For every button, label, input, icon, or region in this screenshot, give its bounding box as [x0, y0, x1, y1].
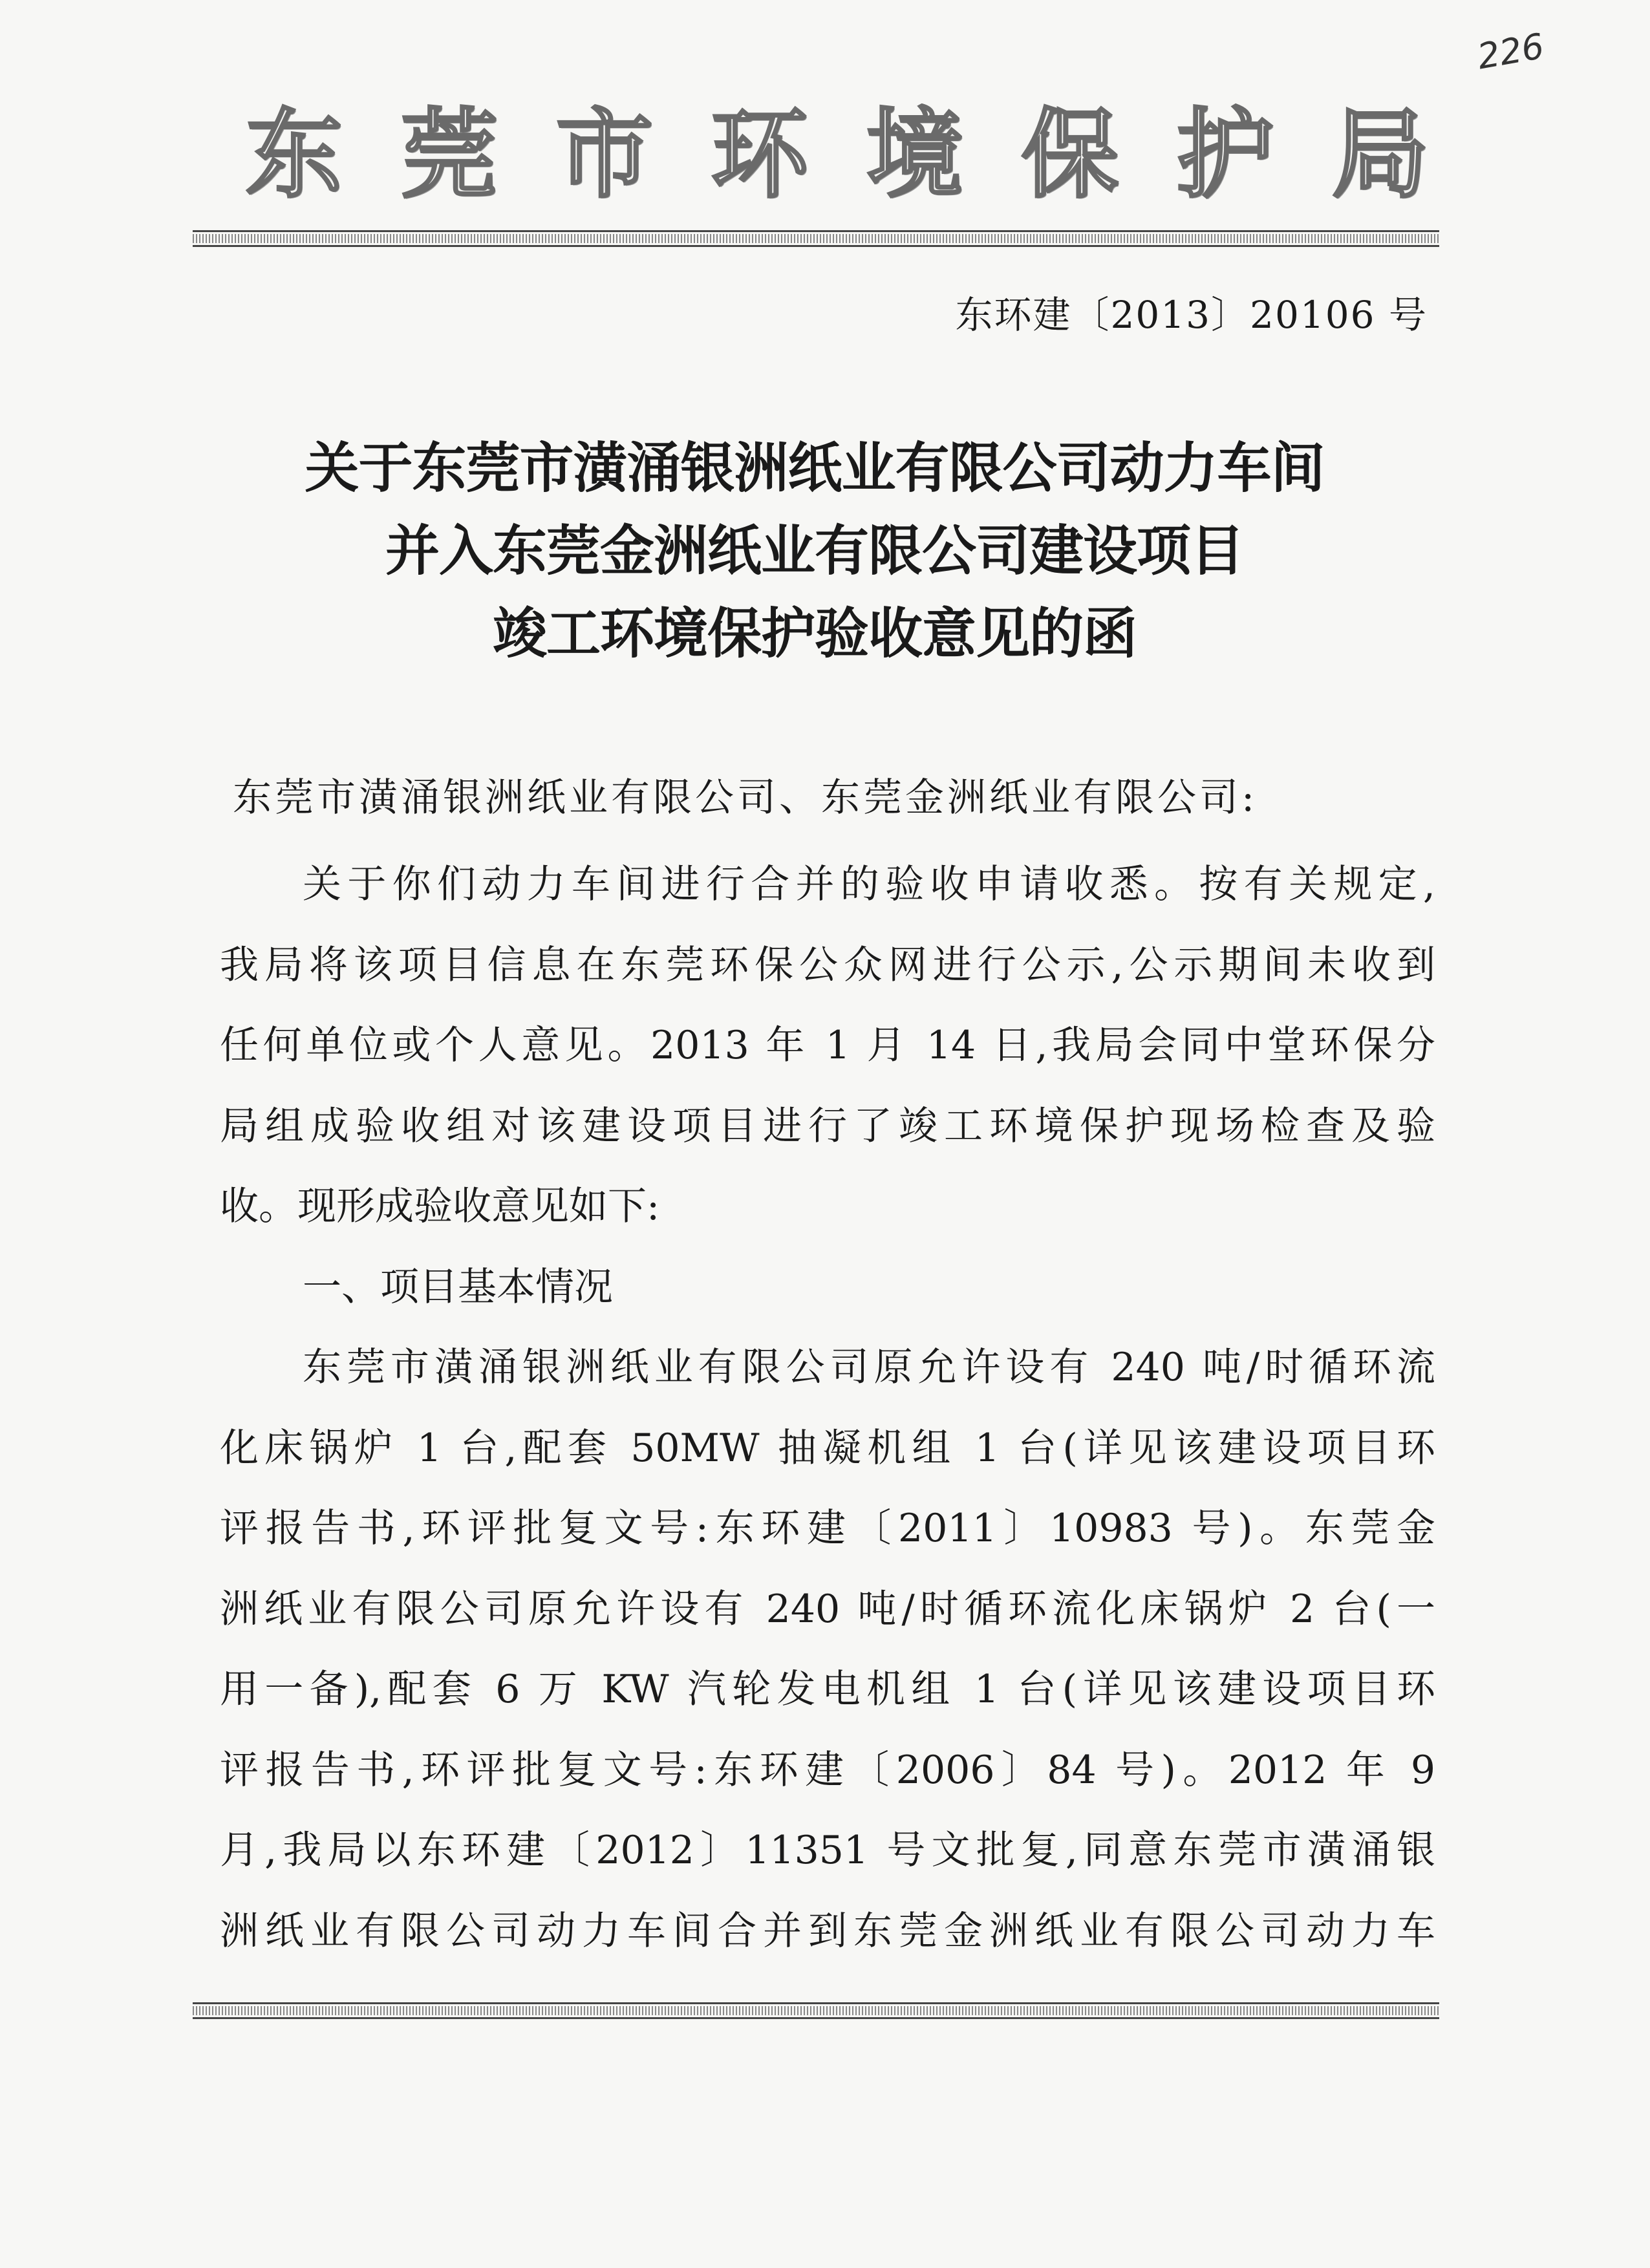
body-line: 关于你们动力车间进行合并的验收申请收悉。按有关规定, [303, 862, 1435, 907]
letterhead-char: 局 [1331, 99, 1429, 211]
body-text [220, 844, 1435, 1971]
body-line: 东莞市潢涌银洲纸业有限公司原允许设有 240 吨/时循环流 [303, 1345, 1435, 1390]
letterhead-char: 护 [1176, 99, 1274, 211]
body-line: 我局将该项目信息在东莞环保公众网进行公示,公示期间未收到 [220, 942, 1435, 988]
body-line: 任何单位或个人意见。2013 年 1 月 14 日,我局会同中堂环保分 [220, 1023, 1435, 1068]
body-line: 用一备),配套 6 万 KW 汽轮发电机组 1 台(详见该建设项目环 [220, 1667, 1435, 1712]
body-line: 月,我局以东环建〔2012〕11351 号文批复,同意东莞市潢涌银 [220, 1828, 1435, 1873]
handwritten-page-number: 226 [1474, 25, 1547, 78]
footer-divider [193, 2002, 1439, 2019]
addressee: 东莞市潢涌银洲纸业有限公司、东莞金洲纸业有限公司: [233, 775, 1258, 820]
title-line: 关于东莞市潢涌银洲纸业有限公司动力车间 [305, 436, 1325, 500]
letterhead-char: 市 [555, 99, 653, 211]
letterhead-char: 保 [1021, 99, 1119, 211]
body-line: 评报告书,环评批复文号:东环建〔2011〕10983 号)。东莞金 [220, 1506, 1435, 1551]
document-number: 东环建〔2013〕20106 号 [955, 293, 1428, 337]
body-line: 收。现形成验收意见如下: [220, 1184, 660, 1229]
letterhead-char: 东 [246, 99, 343, 211]
letterhead-char: 环 [711, 99, 808, 211]
body-line: 洲纸业有限公司动力车间合并到东莞金洲纸业有限公司动力车 [220, 1908, 1435, 1954]
title-line: 并入东莞金洲纸业有限公司建设项目 [385, 519, 1244, 583]
body-line: 评报告书,环评批复文号:东环建〔2006〕84 号)。2012 年 9 [220, 1747, 1435, 1793]
document-title [194, 427, 1435, 675]
title-line: 竣工环境保护验收意见的函 [492, 602, 1137, 665]
letterhead-char: 境 [866, 99, 963, 211]
letterhead [246, 99, 1429, 211]
body-line: 局组成验收组对该建设项目进行了竣工环境保护现场检查及验 [220, 1103, 1435, 1149]
body-line: 化床锅炉 1 台,配套 50MW 抽凝机组 1 台(详见该建设项目环 [220, 1425, 1435, 1471]
letterhead-char: 莞 [400, 99, 498, 211]
letterhead-divider [193, 230, 1439, 247]
section-heading: 一、项目基本情况 [303, 1264, 613, 1310]
body-line: 洲纸业有限公司原允许设有 240 吨/时循环流化床锅炉 2 台(一 [220, 1586, 1435, 1632]
